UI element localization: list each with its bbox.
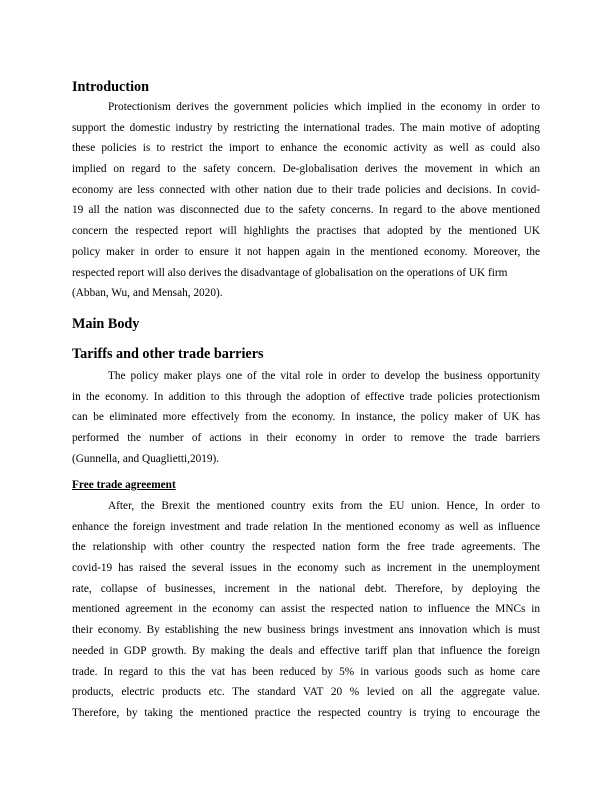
main-body-section (72, 315, 540, 333)
paragraph-line: 19 all the nation was disconnected due to the safety concerns. In regard to the above mentioned (72, 204, 540, 217)
paragraph-line: support the domestic industry by restricting the international trades. The main motive of adopting (72, 121, 540, 134)
paragraph-line: enhance the foreign investment and trade relation In the mentioned economy as well as influence (72, 520, 540, 533)
paragraph-line: Therefore, by taking the mentioned practice the respected country is trying to encourage the (72, 706, 540, 719)
free-trade-section (72, 477, 540, 493)
paragraph-line: respected report will also derives the disadvantage of globalisation on the operations of UK firm (72, 266, 508, 279)
free-trade-heading: Free trade agreement (72, 479, 176, 491)
paragraph-line: Protectionism derives the government policies which implied in the economy in order to (108, 101, 540, 113)
main-body-heading: Main Body (72, 316, 140, 332)
introduction-section (72, 78, 540, 96)
paragraph-line: concern the respected report will highlights the practises that adopted by the mentioned UK (72, 225, 540, 238)
paragraph-line: the relationship with other country the respected nation form the free trade agreements. The (72, 541, 540, 554)
paragraph-line: can be eliminated more effectively from the economy. In instance, the policy maker of UK has (72, 411, 540, 424)
paragraph-line: their economy. By establishing the new business brings investment ans innovation which is must (72, 624, 540, 637)
tariffs-heading: Tariffs and other trade barriers (72, 346, 264, 362)
paragraph-line: products, electric products etc. The standard VAT 20 % levied on all the aggregate value. (72, 686, 540, 699)
paragraph-line: performed the number of actions in their economy in order to remove the trade barriers (72, 432, 540, 445)
tariffs-section (72, 345, 540, 363)
citation-line: (Gunnella, and Quaglietti,2019). (72, 452, 220, 465)
paragraph-line: needed in GDP growth. By making the deals and effective tariff plan that influence the foreign (72, 644, 540, 657)
paragraph-line: in the economy. In addition to this through the adoption of effective trade policies protectionism (72, 390, 540, 403)
paragraph-line: these policies is to restrict the import to enhance the economic activity as well as could also (72, 142, 540, 155)
paragraph-line: economy are less connected with other nation due to their trade policies and decisions. In covid- (72, 183, 540, 196)
paragraph-line: policy maker in order to ensure it not happen again in the mentioned economy. Moreover, the (72, 245, 540, 258)
citation-line: (Abban, Wu, and Mensah, 2020). (72, 287, 223, 300)
paragraph-line: mentioned agreement in the economy can assist the respected nation to influence the MNCs in (72, 603, 540, 616)
paragraph-line: After, the Brexit the mentioned country exits from the EU union. Hence, In order to (108, 500, 540, 512)
paragraph-line: rate, collapse of businesses, increment in the national debt. Therefore, by deploying the (72, 582, 540, 595)
free-trade-paragraph (72, 496, 540, 724)
paragraph-line: trade. In regard to this the vat has been reduced by 5% in various goods such as home care (72, 665, 540, 678)
paragraph-line: The policy maker plays one of the vital role in order to develop the business opportunity (108, 370, 540, 382)
introduction-paragraph (72, 97, 540, 304)
paragraph-line: covid-19 has raised the several issues in the economy such as increment in the unemployment (72, 562, 540, 575)
paragraph-line: implied on regard to the safety concern. De-globalisation derives the movement in which an (72, 163, 540, 176)
tariffs-paragraph (72, 366, 540, 469)
introduction-heading: Introduction (72, 79, 149, 95)
